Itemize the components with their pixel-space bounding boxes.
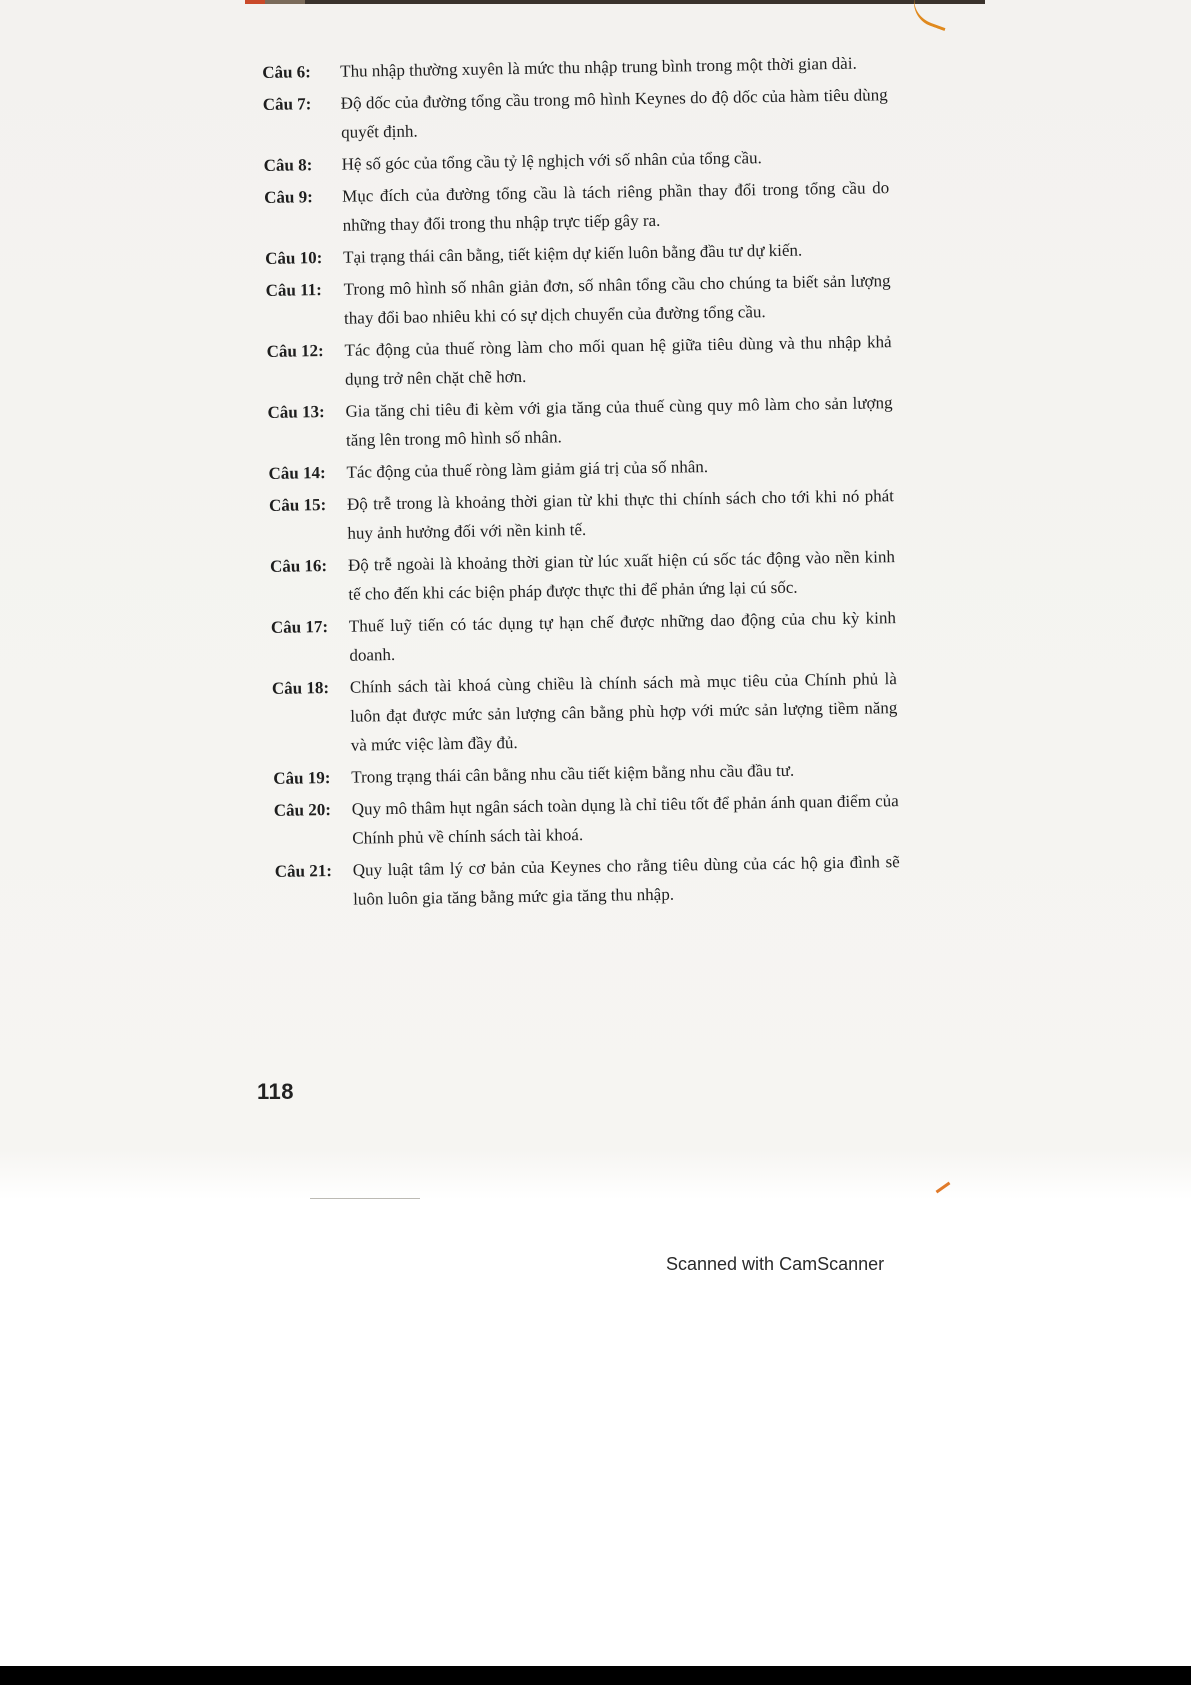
- question-number: Câu 8:: [263, 155, 313, 175]
- question-number: Câu 16:: [269, 556, 328, 576]
- camscanner-watermark: Scanned with CamScanner: [666, 1254, 885, 1274]
- question-text: Độ trễ ngoài là khoảng thời gian từ lúc xuất hiện cú sốc tác động vào nền kinh tế cho đến khi các biện pháp được thực thi để phản ứng lại cú sốc.: [347, 547, 896, 604]
- question-number: Câu 14:: [268, 463, 326, 483]
- question-number: Câu 10:: [265, 248, 323, 268]
- question-number: Câu 17:: [270, 617, 329, 637]
- question-number: Câu 11:: [265, 280, 323, 300]
- question-number: Câu 19:: [273, 768, 331, 788]
- question-text: Độ dốc của đường tổng cầu trong mô hình Keynes do độ dốc của hàm tiêu dùng quyết định.: [340, 85, 888, 142]
- question-number: Câu 13:: [267, 402, 325, 422]
- question-item: [269, 481, 895, 549]
- question-item: [275, 847, 901, 915]
- question-number: Câu 9:: [264, 187, 313, 207]
- question-text: Tại trạng thái cân bằng, tiết kiệm dự kiến luôn bằng đầu tư dự kiến.: [342, 240, 803, 267]
- question-number: Câu 6:: [262, 62, 312, 82]
- question-item: [267, 388, 893, 456]
- question-item: [265, 266, 891, 334]
- question-text: Tác động của thuế ròng làm giảm giá trị của số nhân.: [346, 457, 709, 482]
- question-number: Câu 18:: [271, 678, 330, 698]
- question-item: [272, 664, 898, 761]
- question-text: Thuế luỹ tiến có tác dụng tự hạn chế được những dao động của chu kỳ kinh doanh.: [348, 608, 897, 665]
- question-item: [270, 542, 896, 610]
- question-text: Trong trạng thái cân bằng nhu cầu tiết kiệm bằng nhu cầu đầu tư.: [351, 760, 795, 787]
- question-item: [266, 327, 892, 395]
- question-number: Câu 7:: [262, 94, 312, 114]
- question-number: Câu 21:: [274, 861, 333, 881]
- question-text: Trong mô hình số nhân giản đơn, số nhân tổng cầu cho chúng ta biết sản lượng thay đổi bao nhiêu khi có sự dịch chuyển của đường tổng cầu.: [343, 271, 891, 328]
- question-number: Câu 12:: [266, 341, 324, 361]
- bottom-black-bar: [0, 1666, 1191, 1685]
- question-item: [274, 786, 900, 854]
- question-list: [262, 48, 900, 918]
- question-text: Hệ số góc của tổng cầu tỷ lệ nghịch với số nhân của tổng cầu.: [341, 148, 762, 174]
- question-item: [271, 603, 897, 671]
- question-item: [263, 80, 889, 148]
- page-top-edge: [245, 0, 985, 4]
- question-item: [264, 173, 890, 241]
- page-corner-curl: [907, 0, 953, 31]
- question-text: Tác động của thuế ròng làm cho mối quan hệ giữa tiêu dùng và thu nhập khả dụng trở nên chặt chẽ hơn.: [344, 332, 892, 389]
- question-text: Mục đích của đường tổng cầu là tách riêng phần thay đổi trong tổng cầu do những thay đổi trong thu nhập trực tiếp gây ra.: [342, 178, 890, 235]
- page-bottom-rule: [310, 1198, 420, 1199]
- question-text: Thu nhập thường xuyên là mức thu nhập trung bình trong một thời gian dài.: [340, 53, 857, 81]
- page-number: 118: [257, 1079, 294, 1104]
- question-text: Quy mô thâm hụt ngân sách toàn dụng là chỉ tiêu tốt để phản ánh quan điểm của Chính phủ về chính sách tài khoá.: [351, 791, 899, 848]
- question-number: Câu 20:: [273, 800, 332, 820]
- question-text: Gia tăng chi tiêu đi kèm với gia tăng của thuế cùng quy mô làm cho sản lượng tăng lên trong mô hình số nhân.: [345, 393, 893, 450]
- question-text: Độ trễ trong là khoảng thời gian từ khi thực thi chính sách cho tới khi nó phát huy ảnh hưởng đối với nền kinh tế.: [346, 486, 895, 543]
- question-text: Quy luật tâm lý cơ bản của Keynes cho rằng tiêu dùng của các hộ gia đình sẽ luôn luôn gia tăng bằng mức gia tăng thu nhập.: [352, 852, 900, 909]
- question-number: Câu 15:: [268, 495, 327, 515]
- question-text: Chính sách tài khoá cùng chiều là chính sách mà mục tiêu của Chính phủ là luôn đạt được mức sản lượng cân bằng phù hợp với mức sản lượng tiềm năng và mức việc làm đầy đủ.: [349, 669, 898, 755]
- corner-tick-mark: [936, 1182, 951, 1194]
